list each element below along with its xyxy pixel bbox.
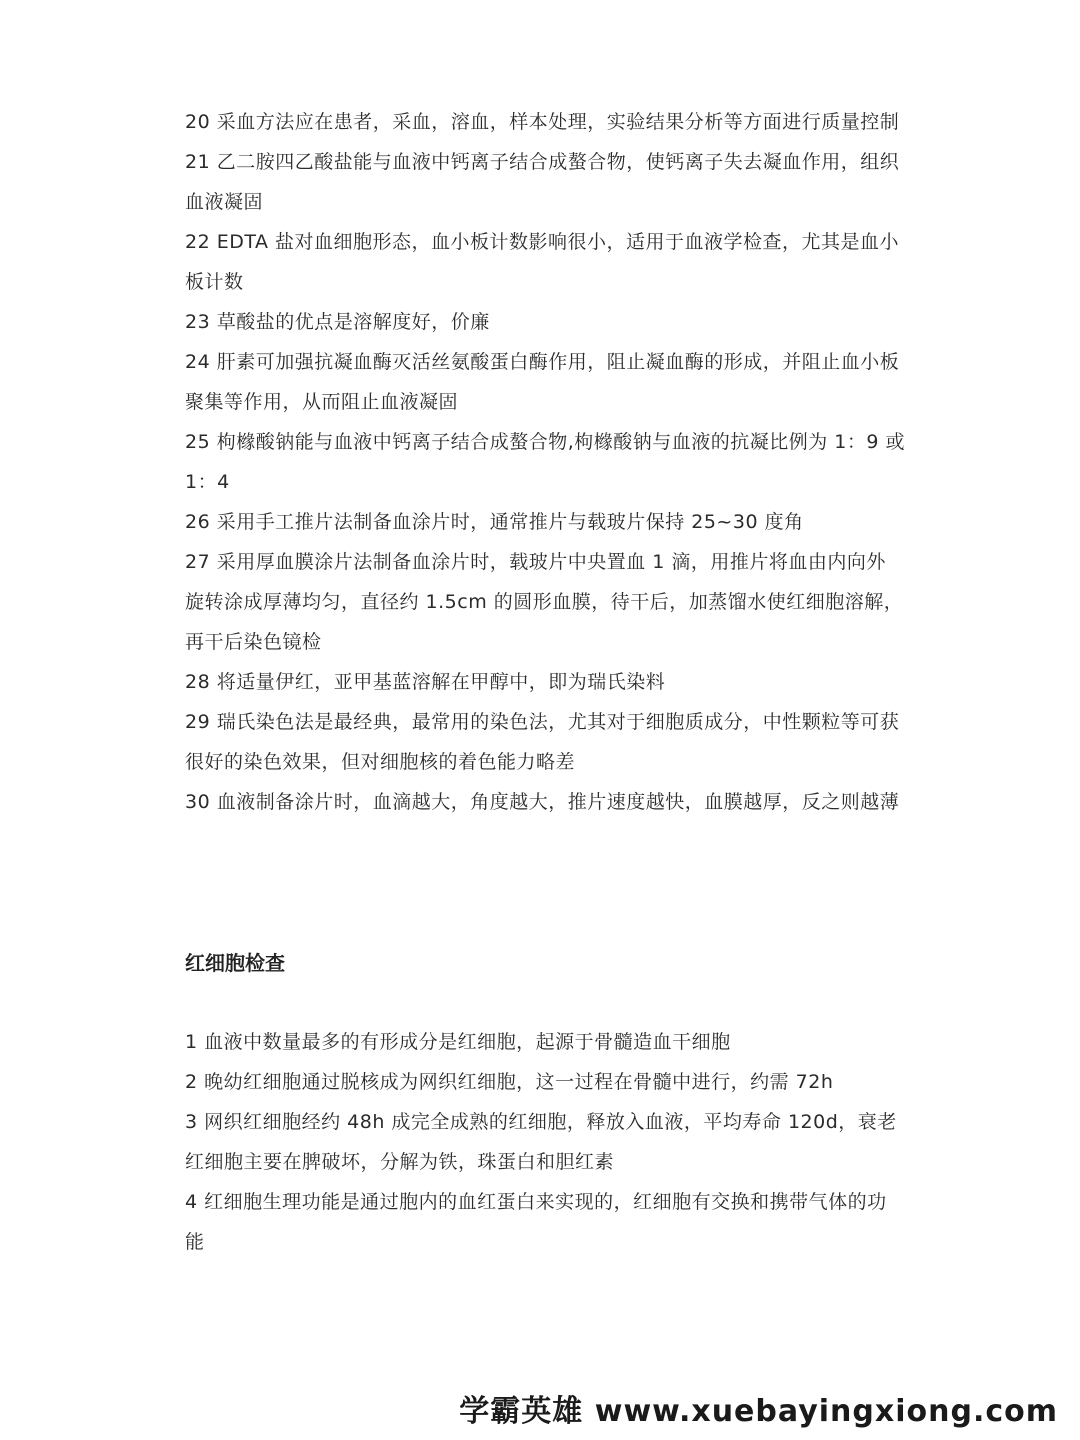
list-item: 27 采用厚血膜涂片法制备血涂片时，载玻片中央置血 1 滴，用推片将血由内向外旋转涂成厚薄均匀，直径约 1.5cm 的圆形血膜，待干后，加蒸馏水使红细胞溶解，再干后染色镜检 [185,551,904,653]
list-item: 22 EDTA 盐对血细胞形态，血小板计数影响很小，适用于血液学检查，尤其是血小板计数 [185,231,900,293]
list-item: 3 网织红细胞经约 48h 成完全成熟的红细胞，释放入血液，平均寿命 120d，衰老红细胞主要在脾破坏，分解为铁，珠蛋白和胆红素 [185,1111,897,1173]
list-item: 20 采血方法应在患者，采血，溶血，样本处理，实验结果分析等方面进行质量控制 [185,111,900,133]
section-heading: 红细胞检查 [185,951,285,975]
site-watermark: 学霸英雄 www.xuebayingxiong.com [459,1394,1058,1429]
list-item: 24 肝素可加强抗凝血酶灭活丝氨酸蛋白酶作用，阻止凝血酶的形成，并阻止血小板聚集等作用，从而阻止血液凝固 [185,351,900,413]
list-item: 4 红细胞生理功能是通过胞内的血红蛋白来实现的，红细胞有交换和携带气体的功能 [185,1191,887,1253]
list-item: 28 将适量伊红，亚甲基蓝溶解在甲醇中，即为瑞氏染料 [185,671,666,693]
list-item: 26 采用手工推片法制备血涂片时，通常推片与载玻片保持 25~30 度角 [185,511,804,533]
list-item: 25 枸橼酸钠能与血液中钙离子结合成螯合物,枸橼酸钠与血液的抗凝比例为 1：9 或 1：4 [185,431,906,493]
list-item: 1 血液中数量最多的有形成分是红细胞，起源于骨髓造血干细胞 [185,1031,731,1053]
list-item: 2 晚幼红细胞通过脱核成为网织红细胞，这一过程在骨髓中进行，约需 72h [185,1071,834,1093]
list-item: 21 乙二胺四乙酸盐能与血液中钙离子结合成螯合物，使钙离子失去凝血作用，组织血液凝固 [185,151,900,213]
section-anticoagulant-list [185,102,905,822]
list-item: 23 草酸盐的优点是溶解度好，价廉 [185,311,490,333]
section-red-blood-cell-list [185,1022,905,1262]
list-item: 29 瑞氏染色法是最经典，最常用的染色法，尤其对于细胞质成分，中性颗粒等可获很好的染色效果，但对细胞核的着色能力略差 [185,711,900,773]
list-item: 30 血液制备涂片时，血滴越大，角度越大，推片速度越快，血膜越厚，反之则越薄 [185,791,900,813]
